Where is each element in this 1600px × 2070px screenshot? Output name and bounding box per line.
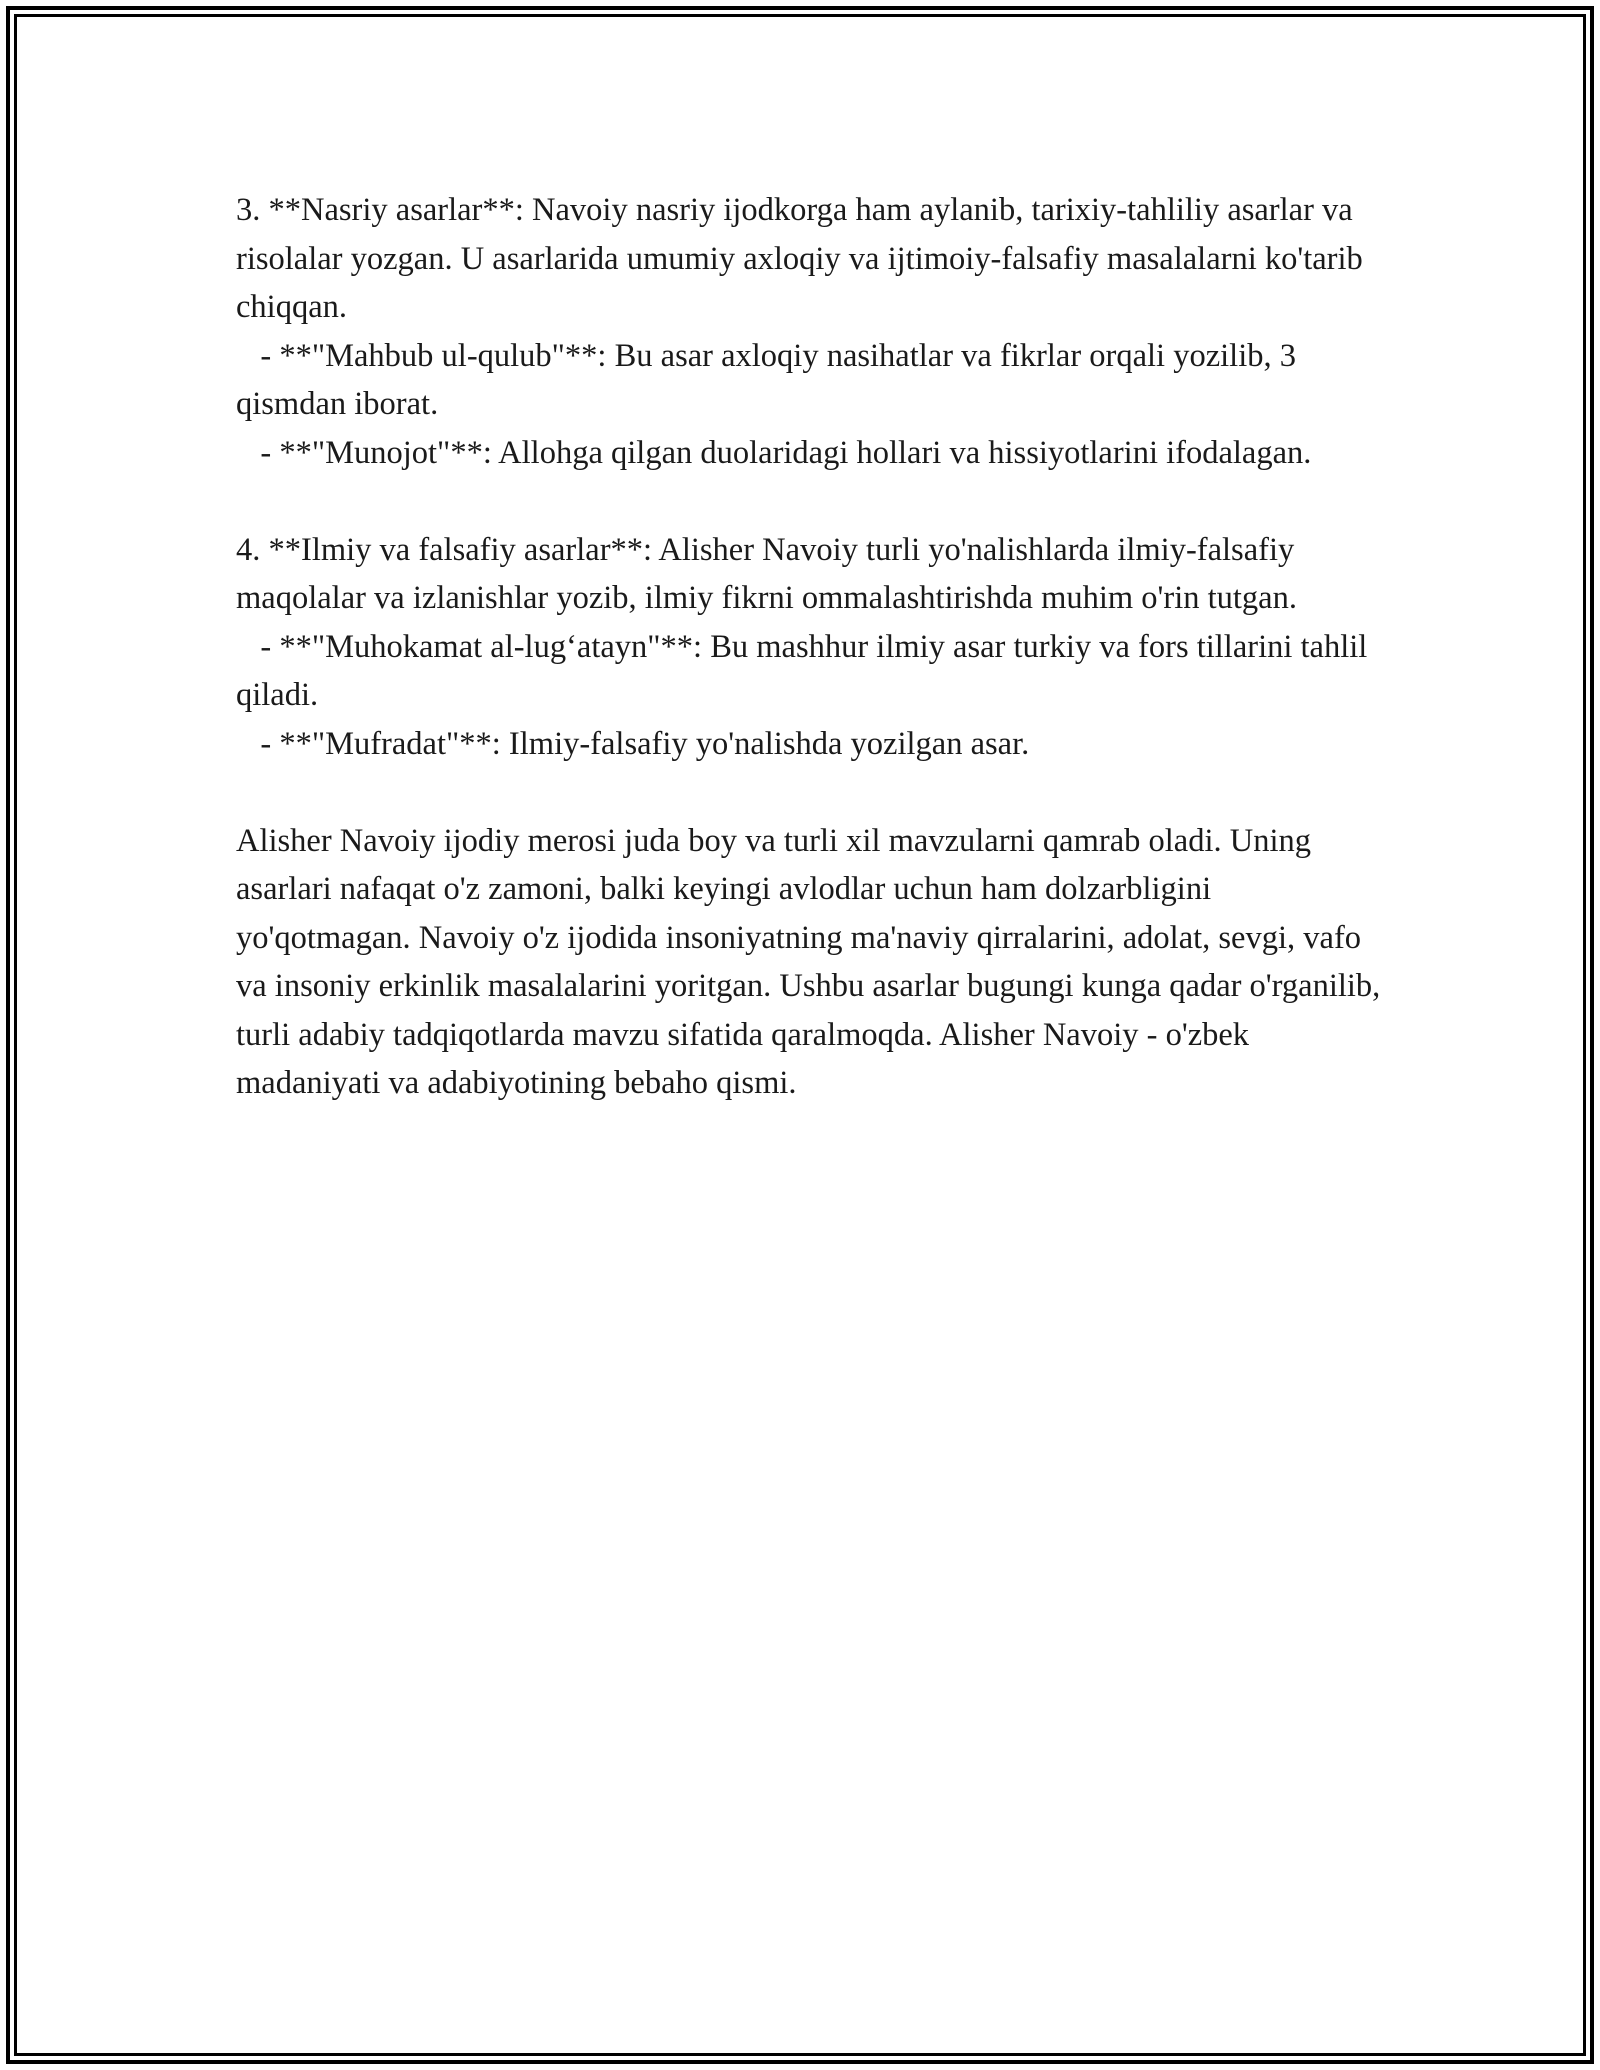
paragraph-spacer — [236, 477, 1386, 526]
paragraph-ilmiy-asarlar: 4. **Ilmiy va falsafiy asarlar**: Alisher Navoiy turli yo'nalishlarda ilmiy-falsafiy maqolalar va izlanishlar yozib, ilmiy fikrni ommalashtirishda muhim o'rin tutgan. - **"Muhokamat al-lug‘atayn"**: Bu mashhur ilmiy asar turkiy va fors tillarini tahlil qiladi. - **"Mufradat"**: Ilmiy-falsafiy yo'nalishda yozilgan asar. — [236, 531, 1368, 762]
paragraph-conclusion: Alisher Navoiy ijodiy merosi juda boy va turli xil mavzularni qamrab oladi. Uning asarlari nafaqat o'z zamoni, balki keyingi avlodlar uchun ham dolzarbligini yo'qotmagan. Navoiy o'z ijodida insoniyatning ma'naviy qirralarini, adolat, sevgi, vafo va insoniy erkinlik masalalarini yoritgan. Ushbu asarlar bugungi kunga qadar o'rganilib, turli adabiy tadqiqotlarda mavzu sifatida qaralmoqda. Alisher Navoiy - o'zbek madaniyati va adabiyotining bebaho qismi. — [236, 822, 1389, 1101]
paragraph-spacer — [236, 768, 1386, 817]
document-body — [236, 186, 1389, 1108]
paragraph-nasriy-asarlar: 3. **Nasriy asarlar**: Navoiy nasriy ijodkorga ham aylanib, tarixiy-tahliliy asarlar va risolalar yozgan. U asarlarida umumiy axloqiy va ijtimoiy-falsafiy masalalarni ko'tarib chiqqan. - **"Mahbub ul-qulub"**: Bu asar axloqiy nasihatlar va fikrlar orqali yozilib, 3 qismdan iborat. - **"Munojot"**: Allohga qilgan duolaridagi hollari va hissiyotlarini ifodalagan. — [236, 192, 1363, 471]
